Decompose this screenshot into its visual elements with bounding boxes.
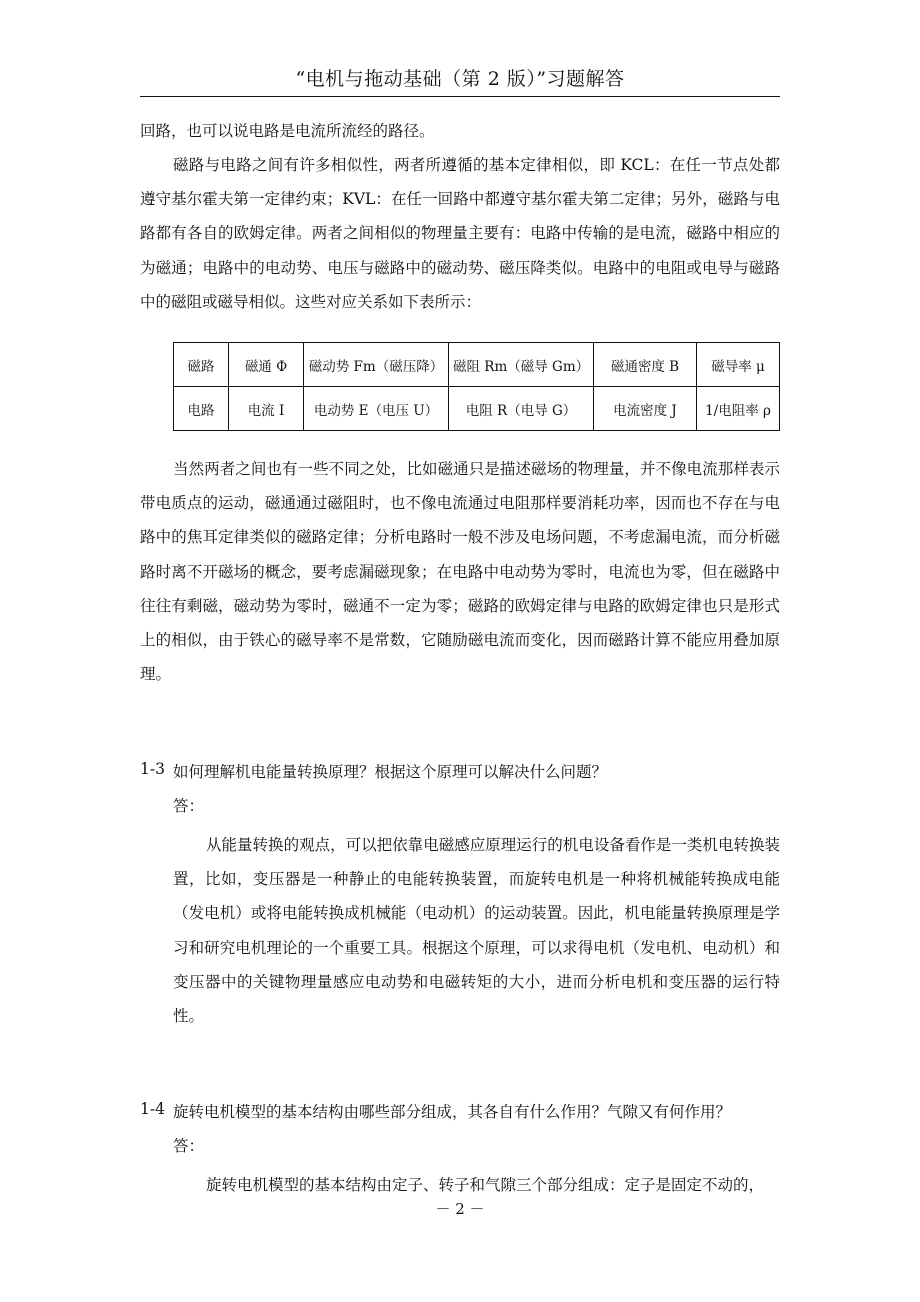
- analogy-table: [173, 342, 780, 431]
- table-cell: 磁通 Φ: [229, 343, 304, 387]
- answer-label: 答：: [173, 797, 205, 815]
- paragraph-differences: 当然两者之间也有一些不同之处，比如磁通只是描述磁场的物理量，并不像电流那样表示带电质点的运动，磁通通过磁阻时，也不像电流通过电阻那样要消耗功率，因而也不存在与电路中的焦耳定律类似的磁路定律；分析电路时一般不涉及电场问题，不考虑漏电流，而分析磁路时离不开磁场的概念，要考虑漏磁现象；在电路中电动势为零时，电流也为零，但在磁路中往往有剩磁，磁动势为零时，磁通不一定为零；磁路的欧姆定律与电路的欧姆定律也只是形式上的相似，由于铁心的磁导率不是常数，它随励磁电流而变化，因而磁路计算不能应用叠加原理。: [140, 460, 780, 684]
- question-text: 如何理解机电能量转换原理？根据这个原理可以解决什么问题？: [173, 763, 608, 781]
- question-number: 1-4: [140, 1100, 165, 1118]
- page-header-title: “电机与拖动基础（第 2 版）”习题解答: [295, 68, 625, 90]
- table-cell: 磁通密度 B: [594, 343, 697, 387]
- header-divider: [140, 96, 780, 97]
- paragraph-circuit-path: 回路，也可以说电路是电流所流经的路径。: [140, 122, 435, 140]
- table-cell: 磁路: [174, 343, 229, 387]
- table-cell: 磁阻 Rm（磁导 Gm）: [449, 343, 594, 387]
- question-text: 旋转电机模型的基本结构由哪些部分组成，其各自有什么作用？气隙又有何作用？: [173, 1103, 732, 1121]
- page-number: － 2 －: [435, 1200, 485, 1218]
- table-row: [174, 387, 780, 431]
- table-cell: 电动势 E（电压 U）: [304, 387, 449, 431]
- table-cell: 电路: [174, 387, 229, 431]
- question-number: 1-3: [140, 760, 165, 778]
- table-cell: 电流 I: [229, 387, 304, 431]
- answer-paragraph: 旋转电机模型的基本结构由定子、转子和气隙三个部分组成：定子是固定不动的，: [206, 1176, 765, 1194]
- table-cell: 磁导率 μ: [697, 343, 780, 387]
- table-cell: 1/电阻率 ρ: [697, 387, 780, 431]
- table-row: [174, 343, 780, 387]
- table-cell: 电阻 R（电导 G）: [449, 387, 594, 431]
- table-cell: 磁动势 Fm（磁压降）: [304, 343, 449, 387]
- paragraph-magnetic-circuit-analogy: 磁路与电路之间有许多相似性，两者所遵循的基本定律相似，即 KCL：在任一节点处都遵守基尔霍夫第一定律约束；KVL：在任一回路中都遵守基尔霍夫第二定律；另外，磁路与电路都有各自的欧姆定律。两者之间相似的物理量主要有：电路中传输的是电流，磁路中相应的为磁通；电路中的电动势、电压与磁路中的磁动势、磁压降类似。电路中的电阻或电导与磁路中的磁阻或磁导相似。这些对应关系如下表所示：: [140, 156, 780, 311]
- answer-paragraph: 从能量转换的观点，可以把依靠电磁感应原理运行的机电设备看作是一类机电转换装置，比如，变压器是一种静止的电能转换装置，而旋转电机是一种将机械能转换成电能（发电机）或将电能转换成机械能（电动机）的运动装置。因此，机电能量转换原理是学习和研究电机理论的一个重要工具。根据这个原理，可以求得电机（发电机、电动机）和变压器中的关键物理量感应电动势和电磁转矩的大小，进而分析电机和变压器的运行特性。: [173, 836, 780, 1026]
- answer-label: 答：: [173, 1137, 205, 1155]
- table-cell: 电流密度 J: [594, 387, 697, 431]
